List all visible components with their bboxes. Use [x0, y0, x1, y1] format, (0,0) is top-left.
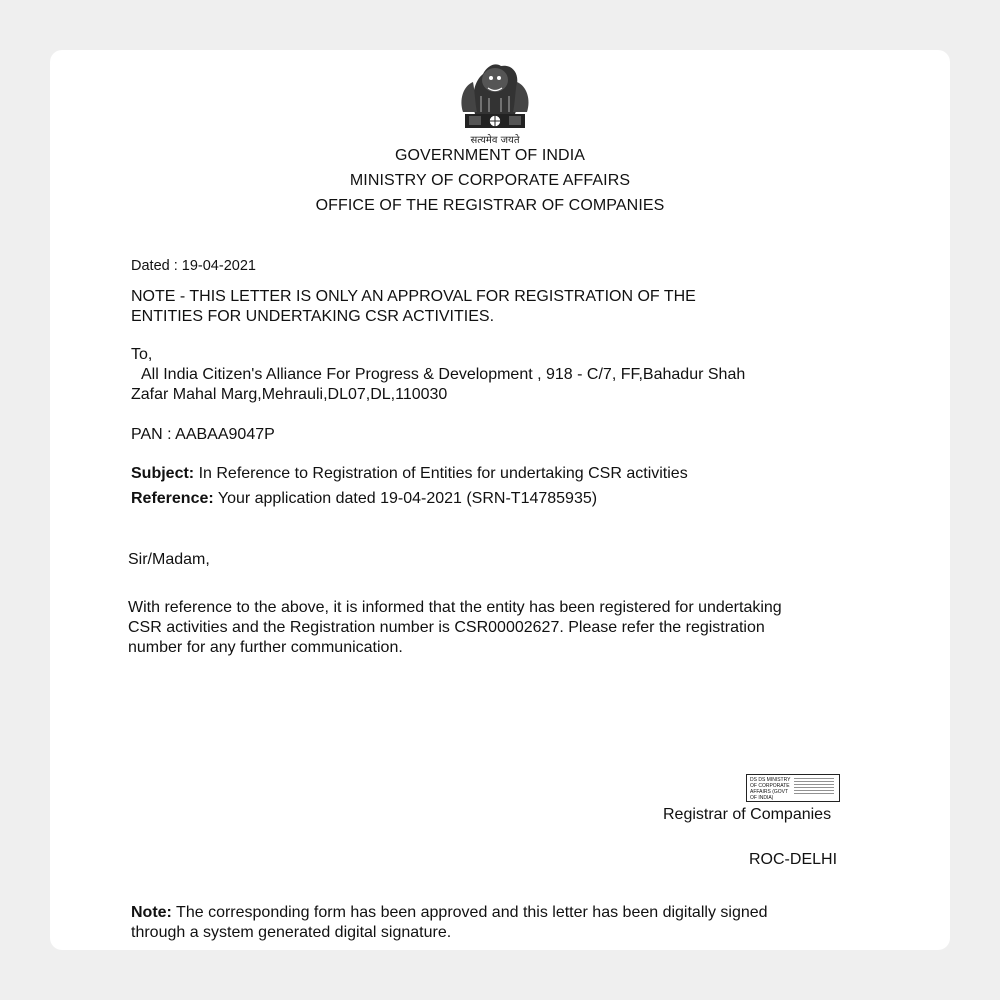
signatory-office: ROC-DELHI	[749, 851, 838, 868]
header-government: GOVERNMENT OF INDIA	[394, 147, 586, 164]
subject-text: In Reference to Registration of Entities for undertaking CSR activities	[194, 465, 688, 482]
body-line-2: CSR activities and the Registration number is CSR00002627. Please refer the registration	[128, 619, 765, 636]
letter-page	[50, 50, 950, 950]
reference-label: Reference:	[131, 490, 214, 507]
salutation: Sir/Madam,	[128, 551, 210, 568]
header-office: OFFICE OF THE REGISTRAR OF COMPANIES	[315, 197, 665, 214]
note-line-1: NOTE - THIS LETTER IS ONLY AN APPROVAL FOR REGISTRATION OF THE	[131, 288, 696, 305]
footer-note-text: The corresponding form has been approved and this letter has been digitally signed	[171, 904, 768, 921]
subject-line	[131, 464, 688, 484]
signature-stamp-text: DS DS MINISTRY OF CORPORATE AFFAIRS (GOVT OF INDIA)	[750, 777, 791, 801]
footer-note-line-1	[131, 903, 768, 923]
pan-number: PAN : AABAA9047P	[131, 426, 275, 443]
reference-line	[131, 489, 597, 509]
emblem-motto: सत्यमेव जयते	[470, 135, 520, 146]
letter-date: Dated : 19-04-2021	[131, 258, 256, 274]
signature-pattern	[794, 778, 834, 796]
to-label: To,	[131, 346, 153, 363]
footer-note-line-2: through a system generated digital signature.	[131, 924, 452, 941]
subject-label: Subject:	[131, 465, 195, 482]
address-line-2: Zafar Mahal Marg,Mehrauli,DL07,DL,110030	[131, 386, 448, 403]
body-line-1: With reference to the above, it is informed that the entity has been registered for undertaking	[128, 599, 782, 616]
address-line-1: All India Citizen's Alliance For Progress & Development , 918 - C/7, FF,Bahadur Shah	[141, 366, 746, 383]
signatory-title: Registrar of Companies	[663, 806, 832, 823]
note-line-2: ENTITIES FOR UNDERTAKING CSR ACTIVITIES.	[131, 308, 495, 325]
digital-signature-stamp	[746, 774, 840, 802]
footer-note-label: Note:	[131, 904, 172, 921]
body-line-3: number for any further communication.	[128, 639, 403, 656]
reference-text: Your application dated 19-04-2021 (SRN-T14785935)	[213, 490, 598, 507]
header-ministry: MINISTRY OF CORPORATE AFFAIRS	[349, 172, 631, 189]
